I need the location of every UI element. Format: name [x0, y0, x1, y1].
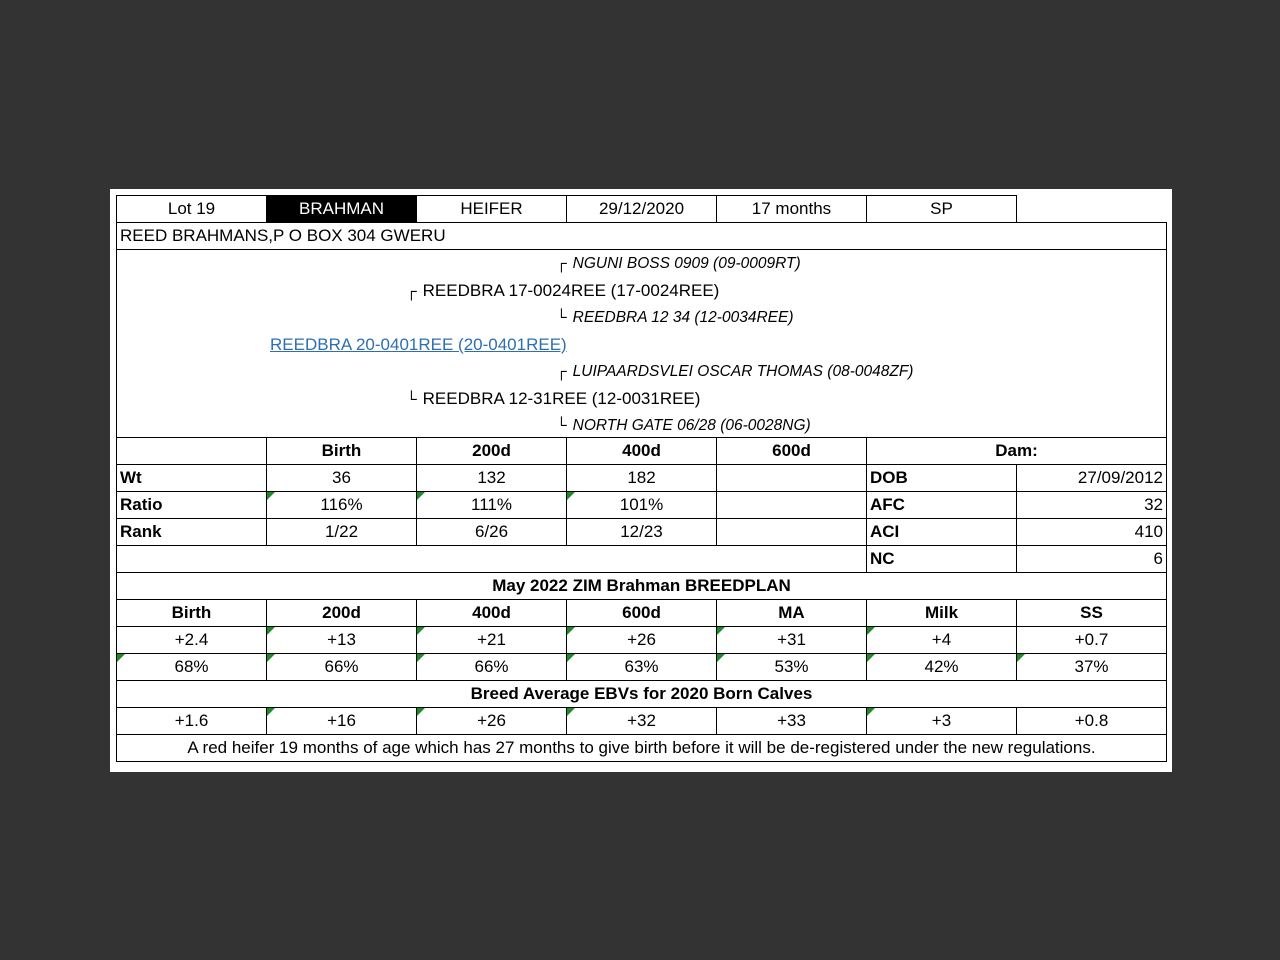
pedigree: [117, 250, 1167, 438]
accuracy-value: 66%: [417, 654, 567, 681]
lot-number: Lot 19: [117, 196, 267, 223]
pedigree-sire: ┌ REEDBRA 17-0024REE (17-0024REE): [406, 281, 720, 300]
dam-value: 27/09/2012: [1017, 465, 1167, 492]
breed-average-value: +16: [267, 708, 417, 735]
performance-value: 1/22: [267, 519, 417, 546]
performance-value: 116%: [267, 492, 417, 519]
dam-header: Dam:: [867, 438, 1167, 465]
accuracy-value: 37%: [1017, 654, 1167, 681]
breed-average-value: +0.8: [1017, 708, 1167, 735]
ebv-header: 600d: [567, 600, 717, 627]
dam-value: 6: [1017, 546, 1167, 573]
performance-header-row: [117, 438, 1167, 465]
date-of-birth: 29/12/2020: [567, 196, 717, 223]
bracket-bottom-icon: └: [556, 309, 567, 326]
pedigree-sire-dam: └ REEDBRA 12 34 (12-0034REE): [556, 309, 794, 326]
performance-value: 12/23: [567, 519, 717, 546]
breed-average-value: +3: [867, 708, 1017, 735]
ebv-value: +26: [567, 627, 717, 654]
performance-row-ratio: [117, 492, 1167, 519]
performance-value: 182: [567, 465, 717, 492]
pedigree-animal-link[interactable]: REEDBRA 20-0401REE (20-0401REE): [270, 335, 567, 354]
bracket-bottom-icon: └: [556, 417, 567, 434]
pedigree-row: [117, 250, 1167, 438]
pedigree-sire-sire: ┌ NGUNI BOSS 0909 (09-0009RT): [556, 255, 801, 272]
breedplan-header-row: [117, 600, 1167, 627]
breed-name: BRAHMAN: [267, 196, 417, 223]
breedplan-title-row: [117, 573, 1167, 600]
ebv-header: SS: [1017, 600, 1167, 627]
pedigree-dam-sire: ┌ LUIPAARDSVLEI OSCAR THOMAS (08-0048ZF): [556, 363, 914, 380]
performance-value: 111%: [417, 492, 567, 519]
lot-sheet: [116, 195, 1167, 762]
breeder-address: REED BRAHMANS,P O BOX 304 GWERU: [117, 223, 1167, 250]
lot-card: [110, 189, 1172, 772]
age: 17 months: [717, 196, 867, 223]
comment: A red heifer 19 months of age which has 27 months to give birth before it will be de-registered under the new regulations.: [117, 735, 1167, 762]
bracket-bottom-icon: └: [406, 391, 417, 408]
breedplan-title: May 2022 ZIM Brahman BREEDPLAN: [117, 573, 1167, 600]
ebv-header: MA: [717, 600, 867, 627]
accuracy-value: 68%: [117, 654, 267, 681]
performance-value: 101%: [567, 492, 717, 519]
accuracy-value: 66%: [267, 654, 417, 681]
ebv-header: 200d: [267, 600, 417, 627]
performance-value: [717, 492, 867, 519]
category: SP: [867, 196, 1017, 223]
performance-header: Birth: [267, 438, 417, 465]
ebv-header: 400d: [417, 600, 567, 627]
ebv-value: +31: [717, 627, 867, 654]
dam-key: DOB: [867, 465, 1017, 492]
breed-average-value: +33: [717, 708, 867, 735]
ebv-header: Birth: [117, 600, 267, 627]
ebv-header: Milk: [867, 600, 1017, 627]
sex: HEIFER: [417, 196, 567, 223]
empty-cell: [117, 546, 867, 573]
comment-row: [117, 735, 1167, 762]
breed-average-row: [117, 708, 1167, 735]
dam-key: ACI: [867, 519, 1017, 546]
row-label: Ratio: [117, 492, 267, 519]
bracket-top-icon: ┌: [406, 283, 417, 300]
pedigree-dam: └ REEDBRA 12-31REE (12-0031REE): [406, 389, 701, 408]
dam-value: 32: [1017, 492, 1167, 519]
breed-average-value: +32: [567, 708, 717, 735]
performance-row-wt: [117, 465, 1167, 492]
accuracy-row: [117, 654, 1167, 681]
performance-value: 36: [267, 465, 417, 492]
breed-average-value: +26: [417, 708, 567, 735]
pedigree-dam-dam: └ NORTH GATE 06/28 (06-0028NG): [556, 417, 811, 434]
breeder-row: [117, 223, 1167, 250]
accuracy-value: 42%: [867, 654, 1017, 681]
performance-value: 132: [417, 465, 567, 492]
performance-header: 200d: [417, 438, 567, 465]
dam-key: AFC: [867, 492, 1017, 519]
dam-nc-row: [117, 546, 1167, 573]
performance-value: 6/26: [417, 519, 567, 546]
ebv-row: [117, 627, 1167, 654]
row-label: Wt: [117, 465, 267, 492]
ebv-value: +13: [267, 627, 417, 654]
performance-value: [717, 465, 867, 492]
accuracy-value: 63%: [567, 654, 717, 681]
breed-average-title: Breed Average EBVs for 2020 Born Calves: [117, 681, 1167, 708]
ebv-value: +2.4: [117, 627, 267, 654]
ebv-value: +21: [417, 627, 567, 654]
bracket-top-icon: ┌: [556, 255, 567, 272]
ebv-value: +4: [867, 627, 1017, 654]
ebv-value: +0.7: [1017, 627, 1167, 654]
performance-corner: [117, 438, 267, 465]
bracket-top-icon: ┌: [556, 363, 567, 380]
performance-header: 400d: [567, 438, 717, 465]
accuracy-value: 53%: [717, 654, 867, 681]
performance-row-rank: [117, 519, 1167, 546]
breed-average-title-row: [117, 681, 1167, 708]
performance-value: [717, 519, 867, 546]
dam-value: 410: [1017, 519, 1167, 546]
header-row: [117, 196, 1167, 223]
row-label: Rank: [117, 519, 267, 546]
dam-key: NC: [867, 546, 1017, 573]
performance-header: 600d: [717, 438, 867, 465]
breed-average-value: +1.6: [117, 708, 267, 735]
